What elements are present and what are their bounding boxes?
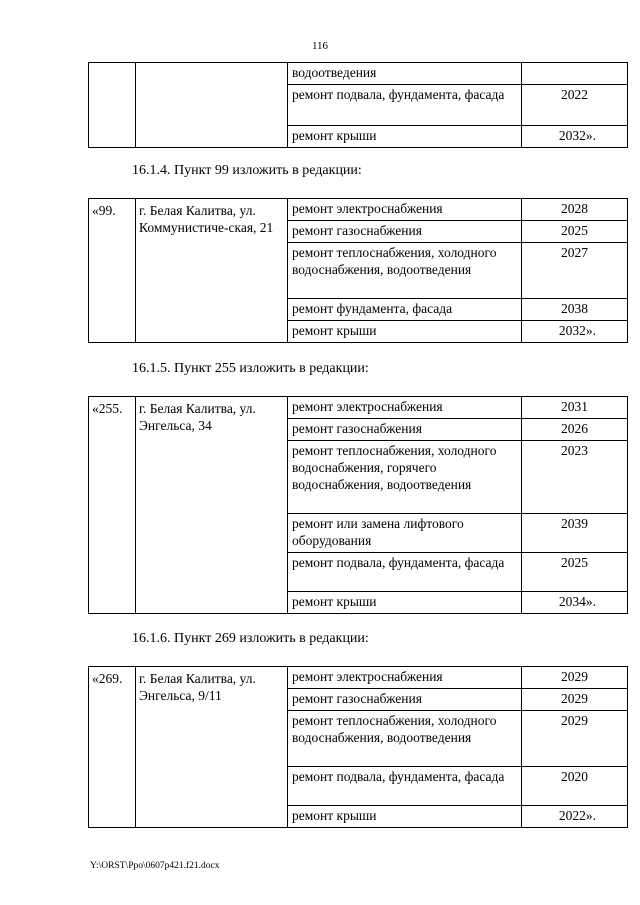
number-cell: «269. [89, 667, 136, 828]
work-cell: ремонт электроснабжения [288, 667, 522, 689]
amendment-heading: 16.1.4. Пункт 99 изложить в редакции: [132, 163, 362, 178]
table-row [89, 667, 628, 689]
table-item-269 [88, 666, 628, 828]
work-cell: ремонт крыши [288, 806, 522, 828]
work-cell: ремонт подвала, фундамента, фасада [288, 767, 522, 806]
address-cell: г. Белая Калитва, ул. Энгельса, 34 [136, 397, 288, 614]
year-cell: 2022». [522, 806, 628, 828]
number-cell: «99. [89, 199, 136, 343]
table-continuation [88, 62, 628, 148]
year-cell: 2032». [522, 321, 628, 343]
work-cell: ремонт теплоснабжения, холодного водоснабжения, водоотведения [288, 243, 522, 299]
table-row [89, 397, 628, 419]
year-cell: 2028 [522, 199, 628, 221]
number-cell [89, 63, 136, 148]
table-item-99 [88, 198, 628, 343]
table-row [89, 199, 628, 221]
year-cell: 2032». [522, 126, 628, 148]
work-cell: ремонт теплоснабжения, холодного водоснабжения, горячего водоснабжения, водоотведения [288, 441, 522, 514]
address-cell: г. Белая Калитва, ул. Коммунистиче-ская, 21 [136, 199, 288, 343]
year-cell: 2023 [522, 441, 628, 514]
year-cell: 2029 [522, 667, 628, 689]
year-cell: 2025 [522, 221, 628, 243]
address-cell: г. Белая Калитва, ул. Энгельса, 9/11 [136, 667, 288, 828]
file-path-footer: Y:\ORST\Ppo\0607p421.f21.docx [90, 861, 220, 871]
work-cell: ремонт электроснабжения [288, 199, 522, 221]
work-cell: водоотведения [288, 63, 522, 85]
year-cell: 2026 [522, 419, 628, 441]
number-cell: «255. [89, 397, 136, 614]
work-cell: ремонт или замена лифтового оборудования [288, 514, 522, 553]
year-cell: 2034». [522, 592, 628, 614]
year-cell: 2022 [522, 85, 628, 126]
page-number: 116 [311, 40, 329, 52]
year-cell: 2031 [522, 397, 628, 419]
table-row [89, 63, 628, 85]
work-cell: ремонт крыши [288, 126, 522, 148]
year-cell: 2029 [522, 711, 628, 767]
work-cell: ремонт газоснабжения [288, 221, 522, 243]
year-cell [522, 63, 628, 85]
work-cell: ремонт крыши [288, 592, 522, 614]
work-cell: ремонт подвала, фундамента, фасада [288, 85, 522, 126]
work-cell: ремонт подвала, фундамента, фасада [288, 553, 522, 592]
year-cell: 2025 [522, 553, 628, 592]
table-item-255 [88, 396, 628, 614]
year-cell: 2029 [522, 689, 628, 711]
year-cell: 2038 [522, 299, 628, 321]
year-cell: 2020 [522, 767, 628, 806]
year-cell: 2039 [522, 514, 628, 553]
work-cell: ремонт газоснабжения [288, 419, 522, 441]
amendment-heading: 16.1.5. Пункт 255 изложить в редакции: [132, 361, 369, 376]
work-cell: ремонт крыши [288, 321, 522, 343]
work-cell: ремонт фундамента, фасада [288, 299, 522, 321]
work-cell: ремонт электроснабжения [288, 397, 522, 419]
amendment-heading: 16.1.6. Пункт 269 изложить в редакции: [132, 631, 369, 646]
year-cell: 2027 [522, 243, 628, 299]
work-cell: ремонт газоснабжения [288, 689, 522, 711]
work-cell: ремонт теплоснабжения, холодного водоснабжения, водоотведения [288, 711, 522, 767]
address-cell [136, 63, 288, 148]
